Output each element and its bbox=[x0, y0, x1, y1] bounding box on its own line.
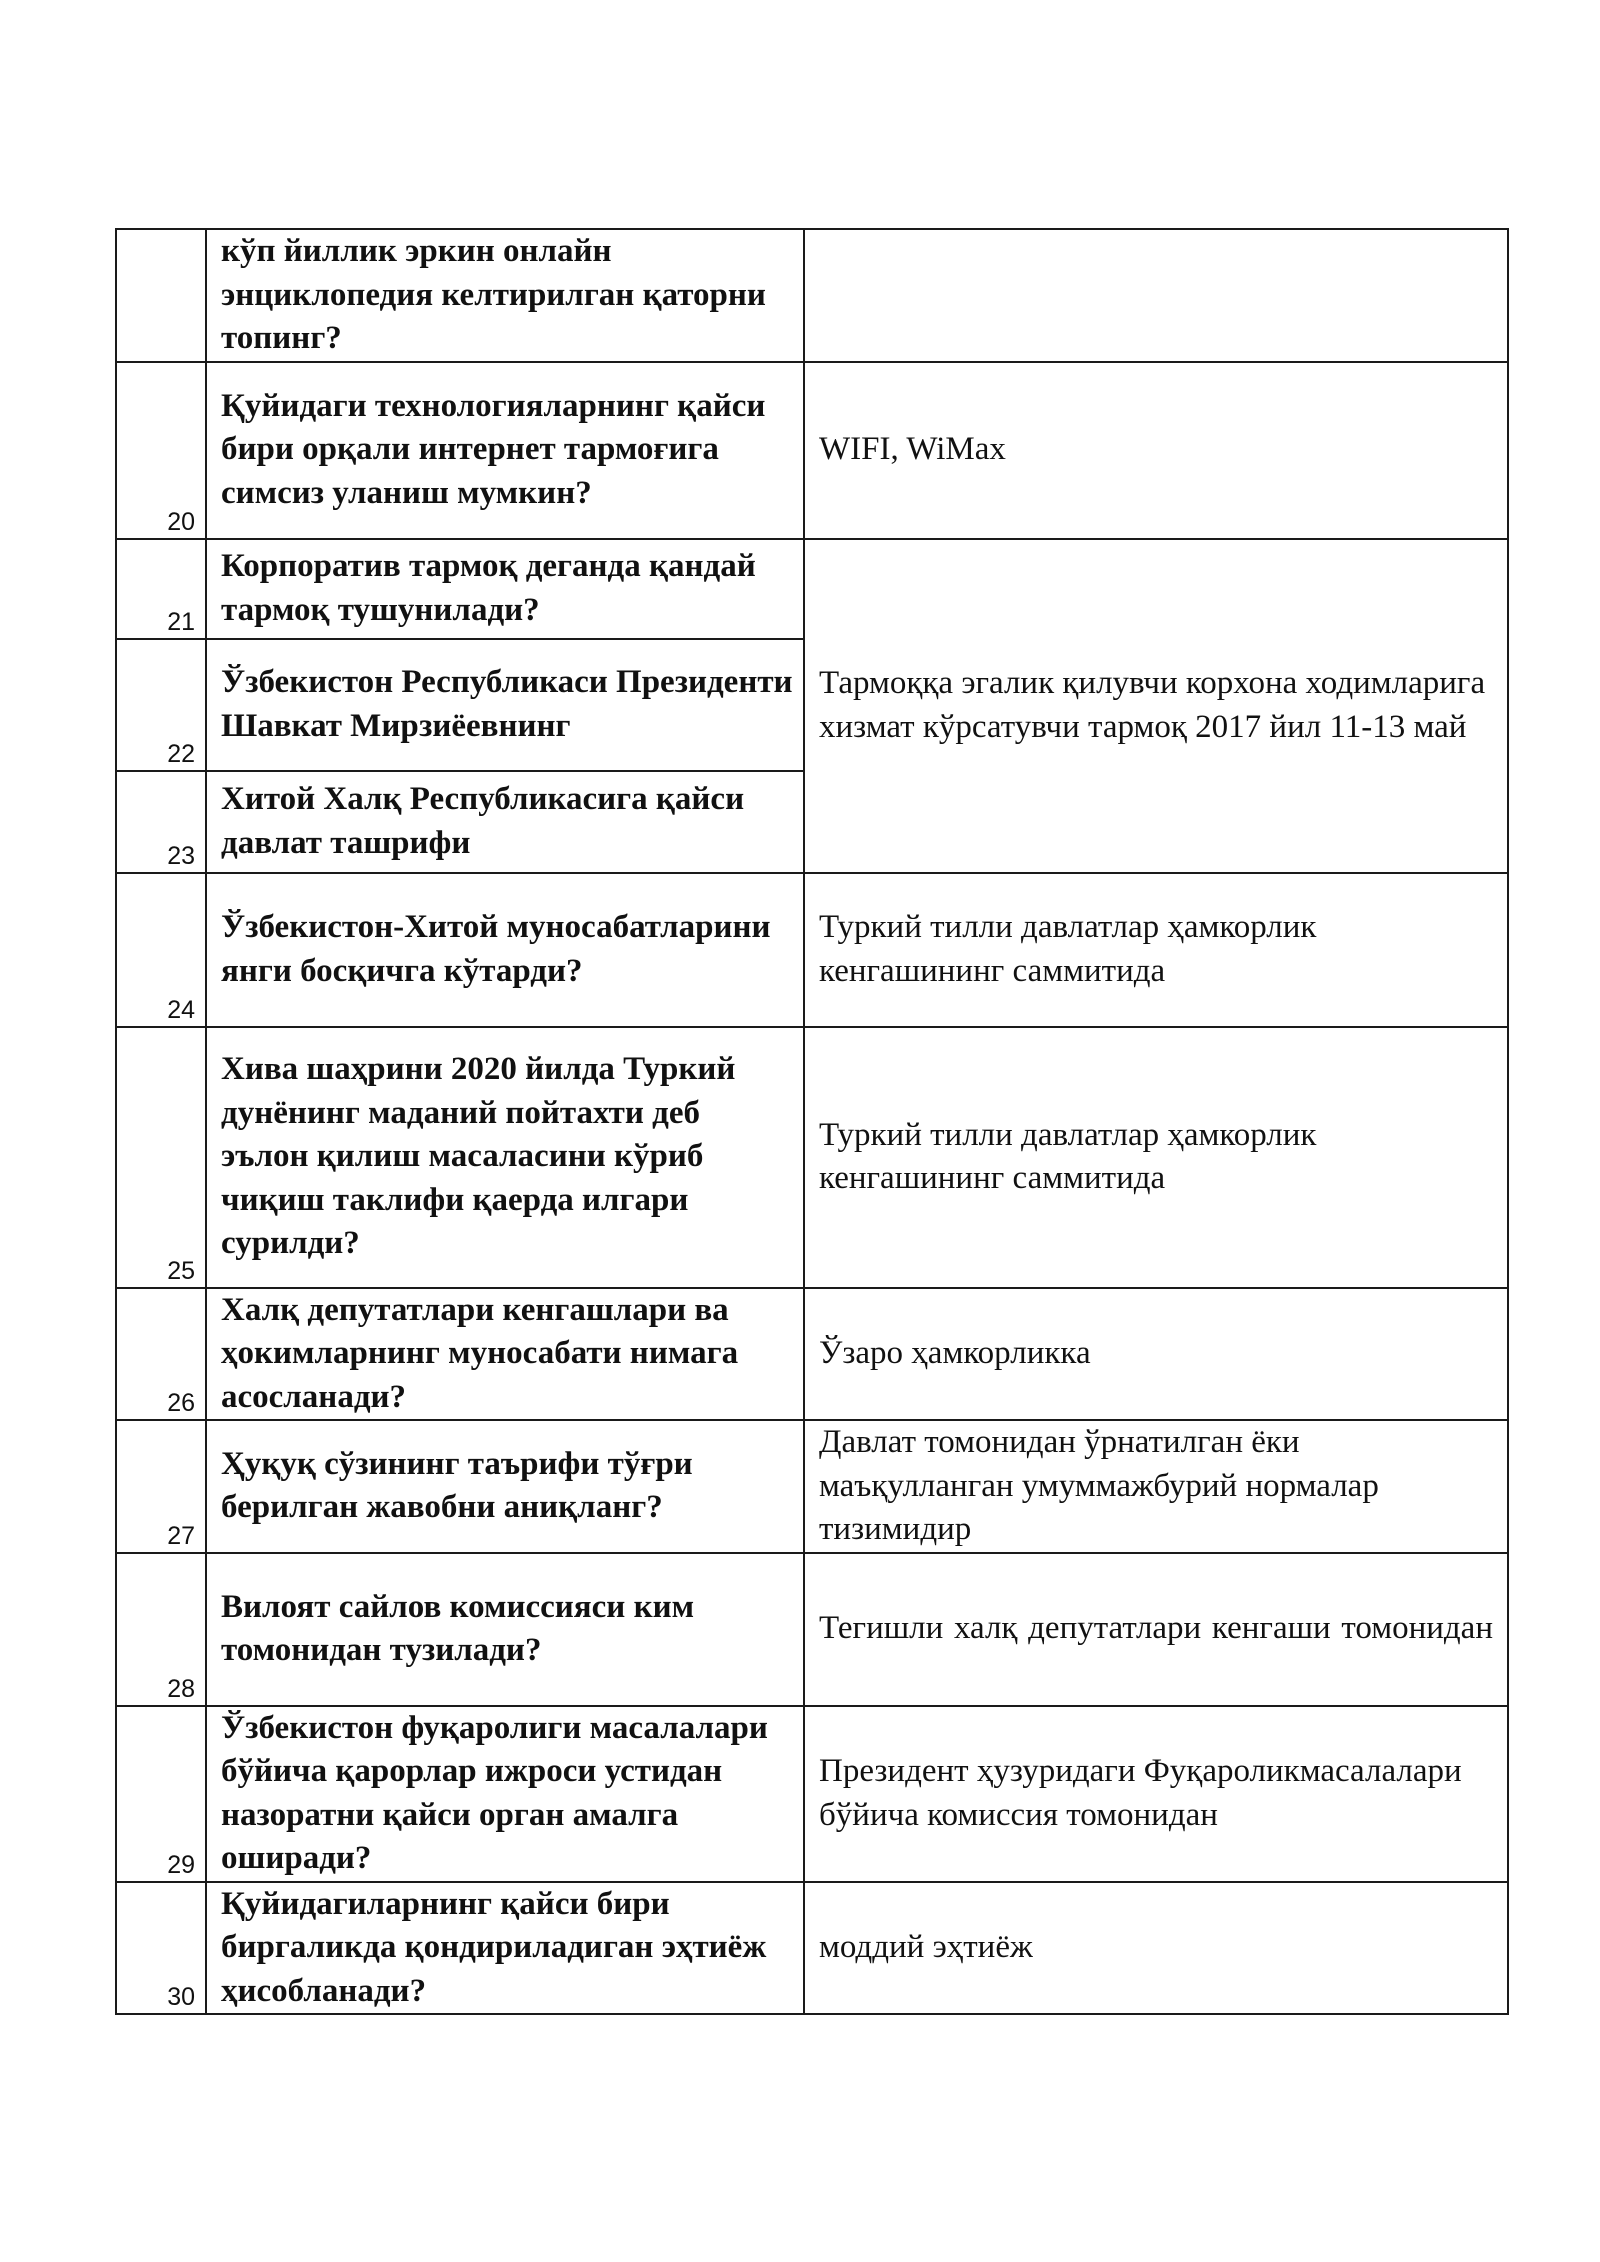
table-row bbox=[116, 1288, 1508, 1421]
answer-cell: Туркий тилли давлатлар ҳамкорлик кенгашининг саммитида bbox=[804, 873, 1508, 1027]
question-cell: Хива шаҳрини 2020 йилда Туркий дунёнинг маданий пойтахти деб эълон қилиш масаласини кўриб чиқиш таклифи қаерда илгари сурилди? bbox=[206, 1027, 804, 1288]
answer-cell: Президент ҳузуридаги Фуқароликмасалалари бўйича комиссия томонидан bbox=[804, 1706, 1508, 1882]
table-row bbox=[116, 229, 1508, 362]
question-cell: Халқ депутатлари кенгашлари ва ҳокимларнинг муносабати нимага асосланади? bbox=[206, 1288, 804, 1421]
row-number bbox=[116, 229, 206, 362]
question-cell: Ҳуқуқ сўзининг таърифи тўғри берилган жавобни аниқланг? bbox=[206, 1420, 804, 1553]
answer-cell: Туркий тилли давлатлар ҳамкорлик кенгашининг саммитида bbox=[804, 1027, 1508, 1288]
table-row bbox=[116, 539, 1508, 639]
answer-cell bbox=[804, 229, 1508, 362]
row-number: 25 bbox=[116, 1027, 206, 1288]
row-number: 28 bbox=[116, 1553, 206, 1706]
row-number: 30 bbox=[116, 1882, 206, 2015]
question-cell: Вилоят сайлов комиссияси ким томонидан тузилади? bbox=[206, 1553, 804, 1706]
question-cell: Ўзбекистон-Хитой муносабатларини янги босқичга кўтарди? bbox=[206, 873, 804, 1027]
question-cell: кўп йиллик эркин онлайн энциклопедия келтирилган қаторни топинг? bbox=[206, 229, 804, 362]
answer-cell: Тармоққа эгалик қилувчи корхона ходимларига хизмат кўрсатувчи тармоқ 2017 йил 11-13 май bbox=[804, 539, 1508, 873]
row-number: 24 bbox=[116, 873, 206, 1027]
answer-cell: Давлат томонидан ўрнатилган ёки маъқулланган умуммажбурий нормалар тизимидир bbox=[804, 1420, 1508, 1553]
row-number: 22 bbox=[116, 639, 206, 771]
table-row bbox=[116, 1706, 1508, 1882]
question-cell: Ўзбекистон Республикаси Президенти Шавкат Мирзиёевнинг bbox=[206, 639, 804, 771]
row-number: 29 bbox=[116, 1706, 206, 1882]
answer-cell: моддий эҳтиёж bbox=[804, 1882, 1508, 2015]
table-row bbox=[116, 1882, 1508, 2015]
row-number: 26 bbox=[116, 1288, 206, 1421]
table-row bbox=[116, 1553, 1508, 1706]
question-cell: Қуйидаги технологияларнинг қайси бири орқали интернет тармоғига симсиз уланиш мумкин? bbox=[206, 362, 804, 539]
answer-cell: Ўзаро ҳамкорликка bbox=[804, 1288, 1508, 1421]
question-cell: Корпоратив тармоқ деганда қандай тармоқ тушунилади? bbox=[206, 539, 804, 639]
question-cell: Ўзбекистон фуқаролиги масалалари бўйича қарорлар ижроси устидан назоратни қайси орган амалга оширади? bbox=[206, 1706, 804, 1882]
table-row bbox=[116, 873, 1508, 1027]
question-cell: Хитой Халқ Республикасига қайси давлат ташрифи bbox=[206, 771, 804, 873]
answer-cell: WIFI, WiMax bbox=[804, 362, 1508, 539]
row-number: 20 bbox=[116, 362, 206, 539]
table-row bbox=[116, 1420, 1508, 1553]
row-number: 23 bbox=[116, 771, 206, 873]
answer-cell: Тегишли халқ депутатлари кенгаши томонидан bbox=[804, 1553, 1508, 1706]
question-cell: Қуйидагиларнинг қайси бири биргаликда қондириладиган эҳтиёж ҳисобланади? bbox=[206, 1882, 804, 2015]
row-number: 27 bbox=[116, 1420, 206, 1553]
table-row bbox=[116, 1027, 1508, 1288]
table-row bbox=[116, 362, 1508, 539]
row-number: 21 bbox=[116, 539, 206, 639]
question-answer-table bbox=[115, 228, 1509, 2015]
